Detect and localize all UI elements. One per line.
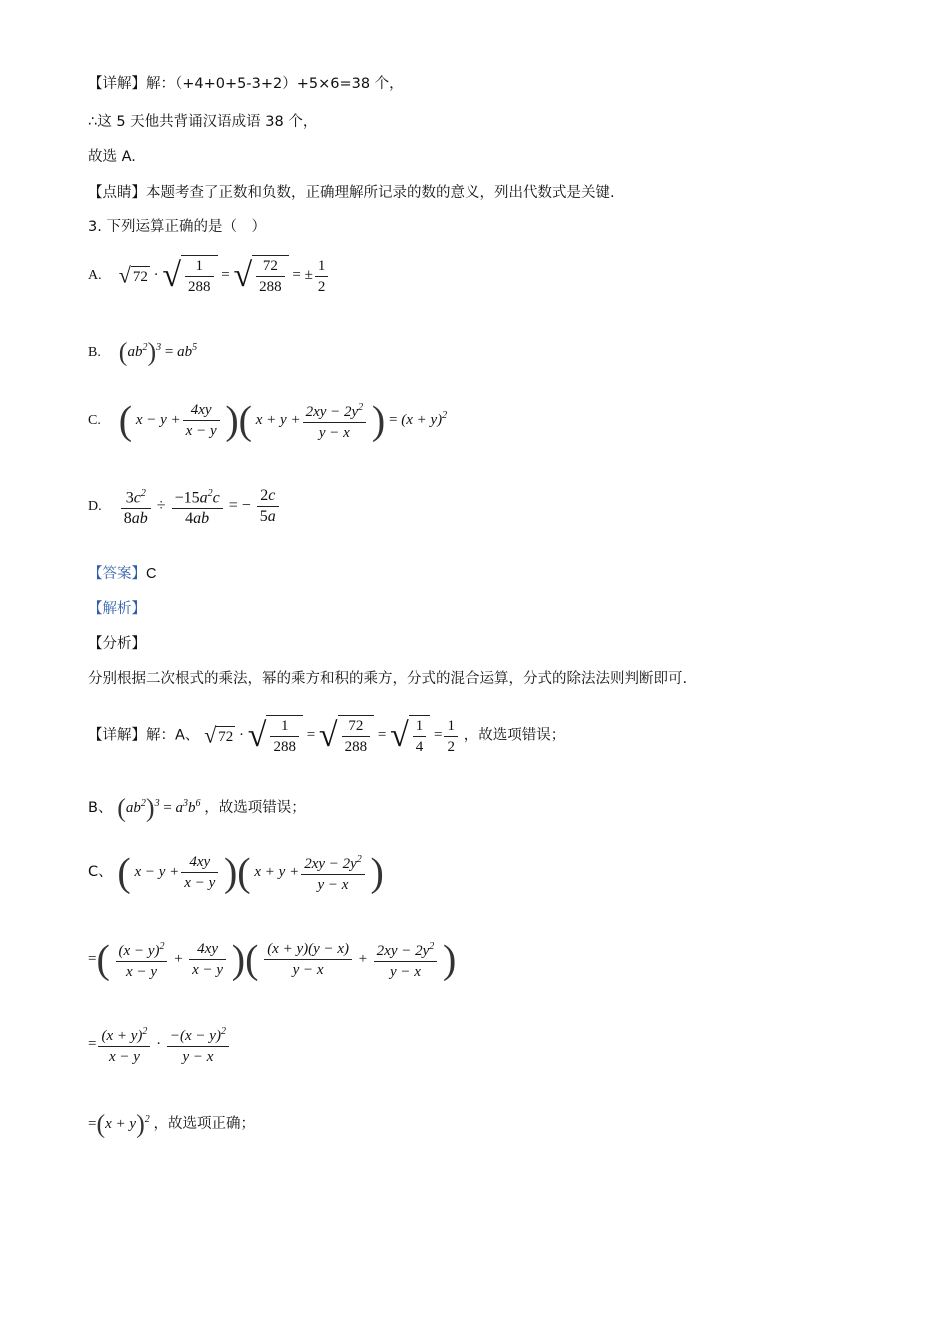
detail-a-line xyxy=(88,715,565,757)
prev-point-line xyxy=(88,183,615,203)
prev-choose-line: 故选 A. xyxy=(88,149,136,165)
option-d-label: D. xyxy=(88,499,102,515)
option-d-formula: $\frac{3c^2}{8ab}$ ÷ $\frac{-15a^2c}{4ab}$ = − $\frac{2c}{5a}$ xyxy=(119,497,281,514)
option-a xyxy=(88,255,330,297)
analysis-tag: 【解析】 xyxy=(88,601,146,617)
question-stem: 3. 下列运算正确的是（ ） xyxy=(88,219,266,235)
detail-c-prefix: C、 xyxy=(88,863,113,880)
detail-c-line xyxy=(88,850,384,895)
analysis-sub-tag: 【分析】 xyxy=(88,636,146,652)
detail-a-formula: √ 72 · √ $\frac{1}{288}$ = √ $\frac{72}{288}$ = √ $\frac{1}{4}$ = $\frac{1}{2}$ xyxy=(204,727,464,743)
option-a-formula: √ 72 · √ $\frac{1}{288}$ = √ $\frac{72}{288}$ = ± $\frac{1}{2}$ xyxy=(119,267,331,283)
detail-c-conclusion: ，故选项正确； xyxy=(153,1116,255,1132)
detail-c-step3-formula: $=(x + y)^2$ xyxy=(88,1109,150,1139)
answer-line xyxy=(88,564,156,584)
option-b-formula: $(ab^2)^3 = ab^5$ xyxy=(118,337,198,367)
answer-tag: 【答案】 xyxy=(88,566,146,582)
option-b xyxy=(88,337,198,367)
prev-detail-line xyxy=(88,74,404,94)
prev-therefore-line: ∴这 5 天他共背诵汉语成语 38 个， xyxy=(88,114,318,130)
prev-detail-tag: 【详解】 xyxy=(88,76,146,92)
prev-point-tag: 【点睛】 xyxy=(88,185,146,201)
detail-tag: 【详解】 xyxy=(88,727,146,744)
answer-value: C xyxy=(146,566,157,582)
prev-detail-text: 解：（+4+0+5-3+2）+5×6=38 个， xyxy=(146,76,404,92)
detail-a-conclusion: ，故选项错误； xyxy=(463,727,566,744)
option-b-label: B. xyxy=(88,345,101,360)
detail-c-step3 xyxy=(88,1109,255,1139)
analysis-text: 分别根据二次根式的乘法，幂的乘方和积的乘方，分式的混合运算，分式的除法法则判断即可. xyxy=(88,671,688,687)
prev-point-text: 本题考查了正数和负数，正确理解所记录的数的意义，列出代数式是关键. xyxy=(146,185,615,201)
detail-c-step1 xyxy=(88,937,456,982)
detail-b-conclusion: ，故选项错误； xyxy=(204,800,306,816)
detail-b-formula: $(ab^2)^3 = a^3b^6$ xyxy=(117,793,201,823)
option-c xyxy=(88,398,447,443)
detail-c-step1-formula: =( $\frac{(x - y)^2}{x - y}$ + $\frac{4xy}{x - y}$ )( $\frac{(x + y)(y - x)}{y - x}$ + $\frac{2xy - 2y^2}{y - x}$ ) xyxy=(88,936,457,982)
option-a-label: A. xyxy=(88,268,102,284)
detail-b-line xyxy=(88,793,306,823)
detail-c-step2 xyxy=(88,1022,231,1067)
option-c-formula: ( x − y + $\frac{4xy}{x - y}$ )( x + y + $\frac{2xy - 2y^2}{y - x}$ ) = $(x + y)^2$ xyxy=(118,397,448,443)
detail-c-step2-formula: = $\frac{(x + y)^2}{x - y}$ · $\frac{-(x - y)^2}{y - x}$ xyxy=(88,1036,231,1052)
detail-c-formula: ( x − y + $\frac{4xy}{x - y}$ )( x + y + $\frac{2xy - 2y^2}{y - x}$ ) xyxy=(117,849,384,895)
option-c-label: C. xyxy=(88,412,101,428)
detail-prefix: 解：A、 xyxy=(146,727,200,744)
option-d xyxy=(88,484,281,529)
detail-b-prefix: B、 xyxy=(88,800,113,816)
